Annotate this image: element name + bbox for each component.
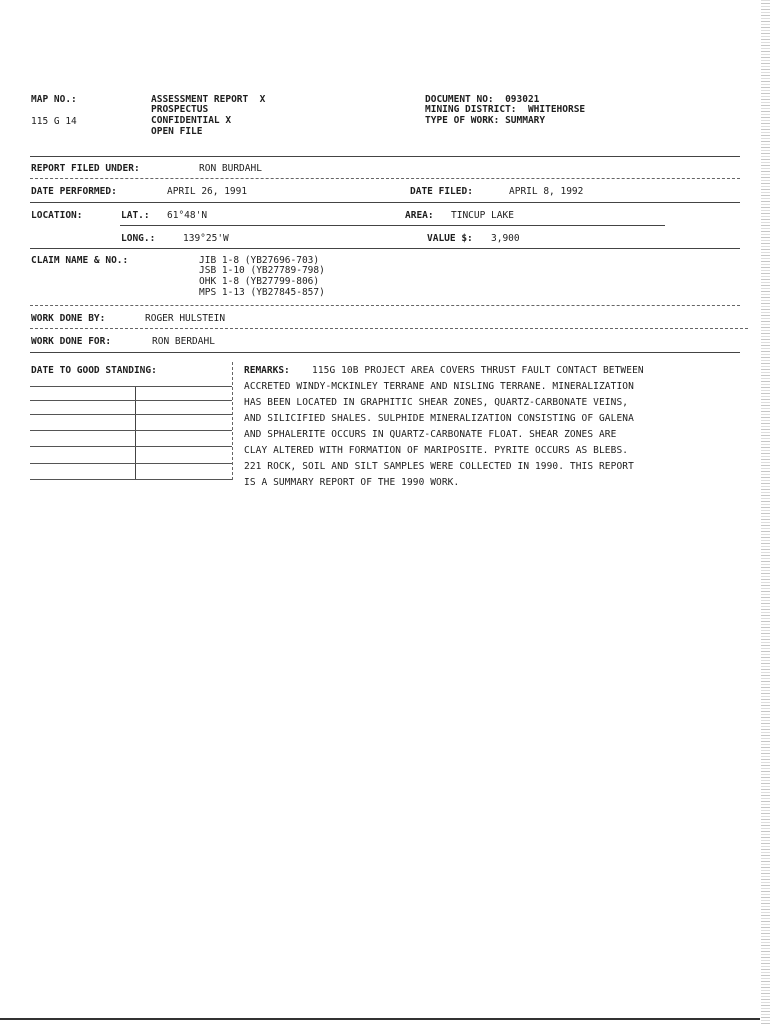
report-type-open-file: OPEN FILE: [151, 126, 203, 137]
date-performed-value: APRIL 26, 1991: [167, 186, 248, 197]
divider-dates: [30, 202, 740, 203]
good-standing-row: [30, 479, 232, 480]
divider-work-by: [30, 328, 748, 329]
report-type-prospectus: PROSPECTUS: [151, 104, 209, 115]
claim-item: OHK 1-8 (YB27799-806): [199, 276, 320, 287]
good-standing-row: [30, 400, 232, 401]
date-filed-label: DATE FILED:: [410, 186, 473, 197]
work-done-by-label: WORK DONE BY:: [31, 313, 106, 324]
work-done-for-label: WORK DONE FOR:: [31, 336, 112, 347]
scan-edge-noise: [761, 0, 770, 1024]
divider-lat: [120, 225, 665, 226]
value-label: VALUE $:: [427, 233, 473, 244]
report-filed-under-label: REPORT FILED UNDER:: [31, 163, 140, 174]
report-type-assessment: ASSESSMENT REPORT X: [151, 94, 266, 105]
remarks-line: 115G 10B PROJECT AREA COVERS THRUST FAULT CONTACT BETWEEN: [312, 365, 644, 376]
date-performed-label: DATE PERFORMED:: [31, 186, 117, 197]
good-standing-row: [30, 386, 232, 387]
remarks-line: AND SPHALERITE OCCURS IN QUARTZ-CARBONATE FLOAT. SHEAR ZONES ARE: [244, 429, 617, 440]
remarks-line: 221 ROCK, SOIL AND SILT SAMPLES WERE COLLECTED IN 1990. THIS REPORT: [244, 461, 634, 472]
claim-name-label: CLAIM NAME & NO.:: [31, 255, 129, 266]
divider-header: [30, 156, 740, 157]
remarks-line: IS A SUMMARY REPORT OF THE 1990 WORK.: [244, 477, 460, 488]
good-standing-row: [30, 446, 232, 447]
lat-value: 61°48'N: [167, 210, 208, 221]
area-label: AREA:: [405, 210, 434, 221]
good-standing-row: [30, 414, 232, 415]
claim-item: JIB 1-8 (YB27696-703): [199, 255, 320, 266]
claim-item: MPS 1-13 (YB27845-857): [199, 287, 325, 298]
work-done-by-value: ROGER HULSTEIN: [145, 313, 226, 324]
lat-label: LAT.:: [121, 210, 150, 221]
map-no-value: 115 G 14: [31, 116, 77, 127]
divider-location: [30, 248, 740, 249]
date-filed-value: APRIL 8, 1992: [509, 186, 584, 197]
report-type-confidential: CONFIDENTIAL X: [151, 115, 232, 126]
good-standing-divider: [232, 362, 233, 480]
long-label: LONG.:: [121, 233, 156, 244]
remarks-line: CLAY ALTERED WITH FORMATION OF MARIPOSITE. PYRITE OCCURS AS BLEBS.: [244, 445, 629, 456]
remarks-line: ACCRETED WINDY-MCKINLEY TERRANE AND NISLING TERRANE. MINERALIZATION: [244, 381, 634, 392]
remarks-line: AND SILICIFIED SHALES. SULPHIDE MINERALIZATION CONSISTING OF GALENA: [244, 413, 634, 424]
document-no: DOCUMENT NO: 093021: [425, 94, 540, 105]
remarks-label: REMARKS:: [244, 365, 290, 376]
divider-claims: [30, 305, 740, 306]
good-standing-row: [30, 430, 232, 431]
divider-filed: [30, 178, 740, 179]
value-amount: 3,900: [491, 233, 520, 244]
report-filed-under-value: RON BURDAHL: [199, 163, 262, 174]
mining-district: MINING DISTRICT: WHITEHORSE: [425, 104, 586, 115]
remarks-line: HAS BEEN LOCATED IN GRAPHITIC SHEAR ZONES, QUARTZ-CARBONATE VEINS,: [244, 397, 629, 408]
good-standing-row: [30, 463, 232, 464]
divider-work-for: [30, 352, 740, 353]
type-of-work: TYPE OF WORK: SUMMARY: [425, 115, 546, 126]
map-no-label: MAP NO.:: [31, 94, 77, 105]
good-standing-label: DATE TO GOOD STANDING:: [31, 365, 157, 376]
location-label: LOCATION:: [31, 210, 83, 221]
claim-item: JSB 1-10 (YB27789-798): [199, 265, 325, 276]
work-done-for-value: RON BERDAHL: [152, 336, 215, 347]
footer-rule: [0, 1018, 760, 1020]
area-value: TINCUP LAKE: [451, 210, 514, 221]
long-value: 139°25'W: [183, 233, 229, 244]
